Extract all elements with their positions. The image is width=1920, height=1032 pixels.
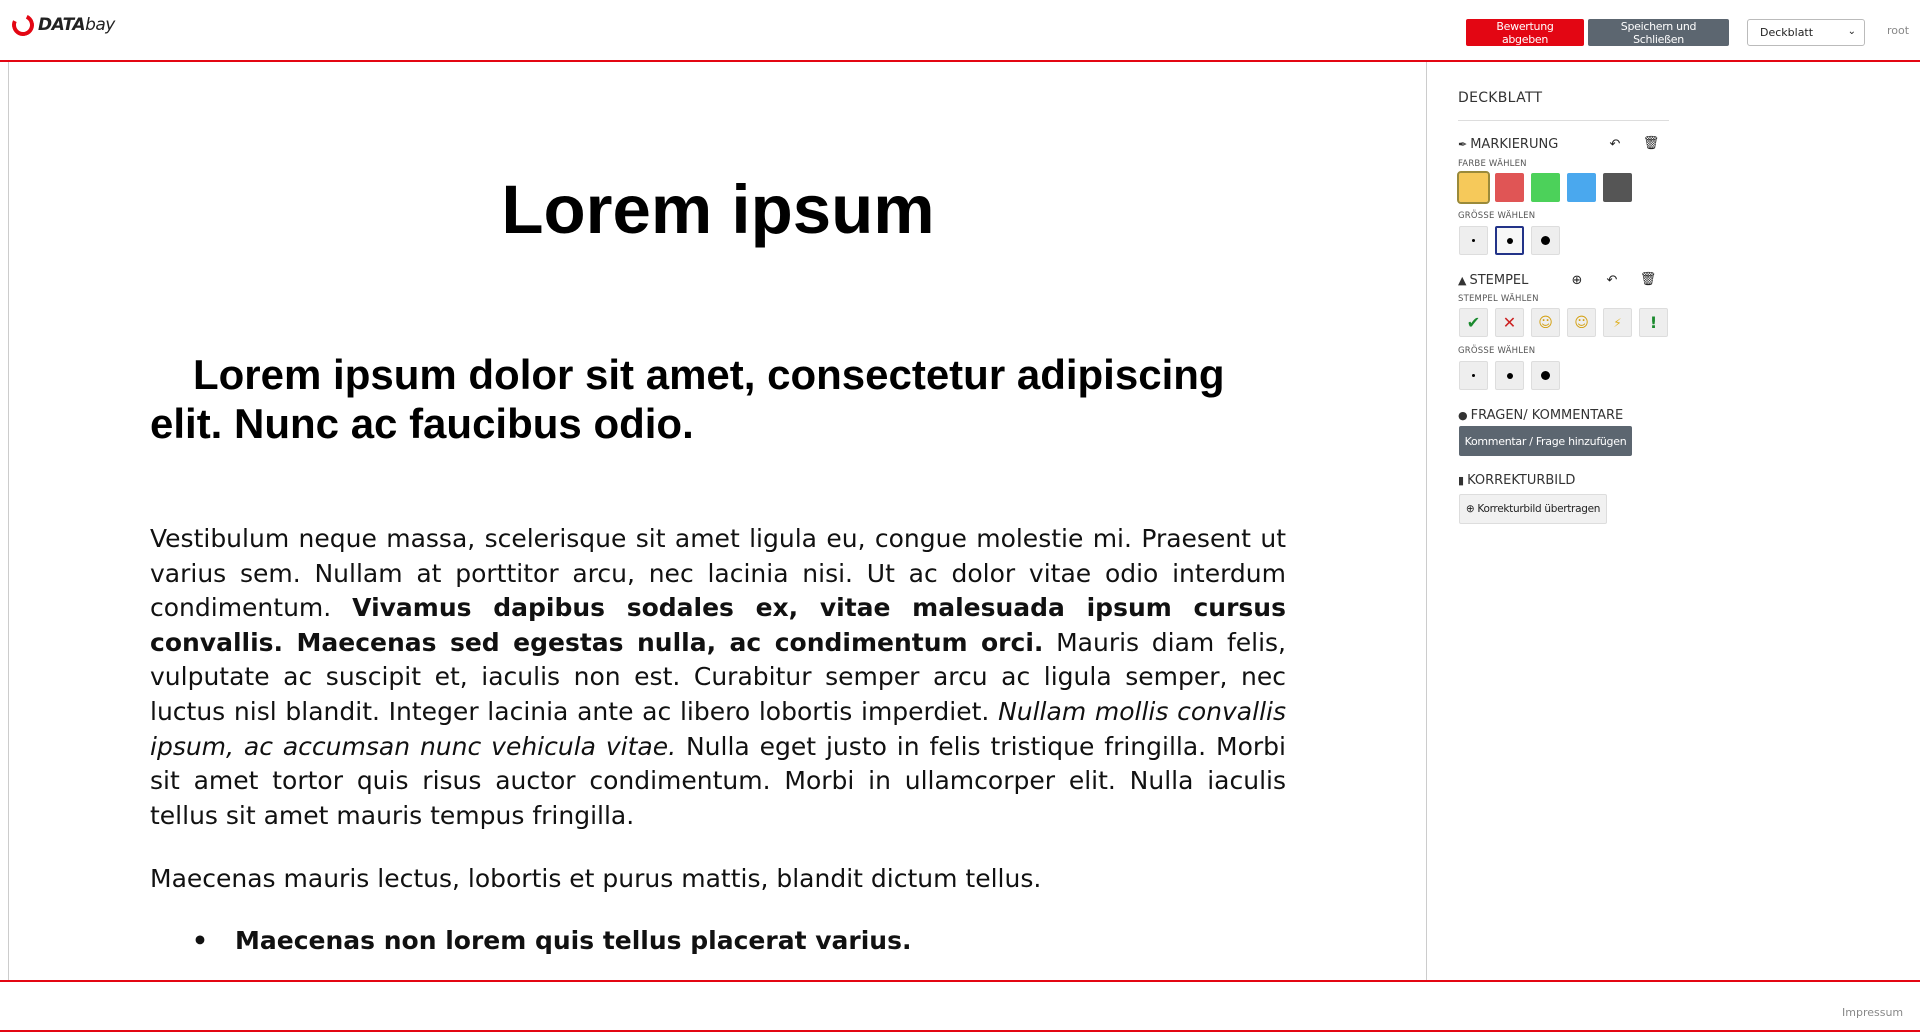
document-heading: Lorem ipsum dolor sit amet, consectetur adipiscing elit. Nunc ac faucibus odio. (150, 351, 1225, 447)
neutral-face-icon: ☺ (1574, 314, 1589, 331)
stamp-icon: ▲ (1458, 274, 1467, 287)
document-viewer[interactable] (8, 62, 1427, 980)
datalogo[interactable] (12, 14, 115, 36)
marking-size-medium[interactable] (1495, 226, 1524, 255)
document-paragraph-1: Vestibulum neque massa, scelerisque sit amet ligula eu, congue molestie mi. Praesent ut varius sem. Nullam at porttitor arcu, nec lacinia nisi. Ut ac dolor vitae odio interdum condimentum. Vivamus dapibus sodales ex, vitae malesuada ipsum cursus convallis. Maecenas sed egestas nulla, ac condimentum orci. Mauris diam felis, vulputate ac suscipit et, iaculis non est. Curabitur semper arcu ac ligula semper, nec luctus nisl blandit. Integer lacinia ante ac libero lobortis imperdiet. Nullam mollis convallis ipsum, ac accumsan nunc vehicula vitae. Nulla eget justo in felis tristique fringilla. Morbi sit amet tortor quis risus auctor condimentum. Morbi in ullamcorper elit. Nulla iaculis tellus sit amet mauris tempus fringilla. (150, 524, 1287, 830)
marking-size-large[interactable] (1531, 226, 1560, 255)
page-select[interactable] (1747, 19, 1865, 46)
color-swatch-green[interactable] (1531, 173, 1560, 202)
annotation-sidebar (1428, 62, 1920, 980)
stamp-size-large[interactable] (1531, 361, 1560, 390)
app-footer (0, 980, 1920, 1032)
delete-stamp-icon[interactable]: 🗑 (1639, 272, 1657, 287)
color-swatch-dark[interactable] (1603, 173, 1632, 202)
exclamation-icon: ! (1649, 313, 1658, 332)
chevron-down-icon: ⌄ (1847, 26, 1856, 37)
correction-image-section-header: ▮ KORREKTURBILD (1458, 473, 1576, 488)
username: root (1887, 24, 1910, 37)
color-swatch-red[interactable] (1495, 173, 1524, 202)
save-and-close-button[interactable]: Speichern und Schließen (1588, 19, 1729, 46)
stamp-exclamation[interactable] (1639, 308, 1668, 337)
submit-rating-button[interactable]: Bewertung abgeben (1466, 19, 1584, 46)
page-select-value: Deckblatt (1760, 26, 1814, 39)
marking-section-header: ✒ MARKIERUNG (1458, 137, 1559, 152)
add-stamp-icon[interactable]: ⊕ (1571, 273, 1583, 288)
stamp-neutral[interactable] (1567, 308, 1596, 337)
add-comment-button[interactable]: Kommentar / Frage hinzufügen (1459, 426, 1632, 456)
stamp-section-header: ▲ STEMPEL (1458, 273, 1529, 288)
close-icon: ✕ (1502, 313, 1517, 332)
stamp-size-small[interactable] (1459, 361, 1488, 390)
pen-icon: ✒ (1458, 138, 1468, 151)
marking-size-small[interactable] (1459, 226, 1488, 255)
undo-marking-icon[interactable]: ↶ (1609, 137, 1621, 152)
sidebar-title: DECKBLATT (1458, 90, 1543, 106)
stamp-check[interactable] (1459, 308, 1488, 337)
stamp-select-label: STEMPEL WÄHLEN (1458, 294, 1539, 304)
impressum-link[interactable]: Impressum (1842, 1006, 1904, 1019)
undo-stamp-icon[interactable]: ↶ (1606, 273, 1618, 288)
stamp-size-medium[interactable] (1495, 361, 1524, 390)
logo-text: DATAbay (38, 15, 115, 35)
divider (1458, 120, 1669, 121)
check-icon: ✔ (1466, 313, 1481, 332)
color-swatch-yellow[interactable] (1459, 173, 1488, 202)
stamp-smile[interactable] (1531, 308, 1560, 337)
stamp-cross[interactable] (1495, 308, 1524, 337)
lightning-icon: ⚡ (1613, 315, 1622, 330)
comments-section-header: ● FRAGEN/ KOMMENTARE (1458, 408, 1624, 423)
upload-icon: ⊕ (1465, 503, 1475, 515)
document-title: Lorem ipsum (501, 171, 935, 248)
stamp-flash[interactable] (1603, 308, 1632, 337)
app-header (0, 0, 1920, 62)
smile-icon: ☺ (1538, 314, 1553, 331)
marking-size-label: GRÖSSE WÄHLEN (1458, 211, 1536, 221)
delete-marking-icon[interactable]: 🗑 (1642, 136, 1660, 151)
stamp-size-label: GRÖSSE WÄHLEN (1458, 346, 1536, 356)
color-swatch-blue[interactable] (1567, 173, 1596, 202)
color-select-label: FARBE WÄHLEN (1458, 159, 1527, 169)
transfer-correction-image-button[interactable]: ⊕ Korrekturbild übertragen (1459, 494, 1607, 524)
logo-icon (9, 11, 37, 39)
list-item: • Maecenas non lorem quis tellus placerat varius. (192, 926, 912, 955)
comment-icon: ● (1458, 409, 1468, 422)
document-paragraph-2: Maecenas mauris lectus, lobortis et purus mattis, blandit dictum tellus. (150, 864, 1042, 893)
file-icon: ▮ (1458, 474, 1465, 487)
